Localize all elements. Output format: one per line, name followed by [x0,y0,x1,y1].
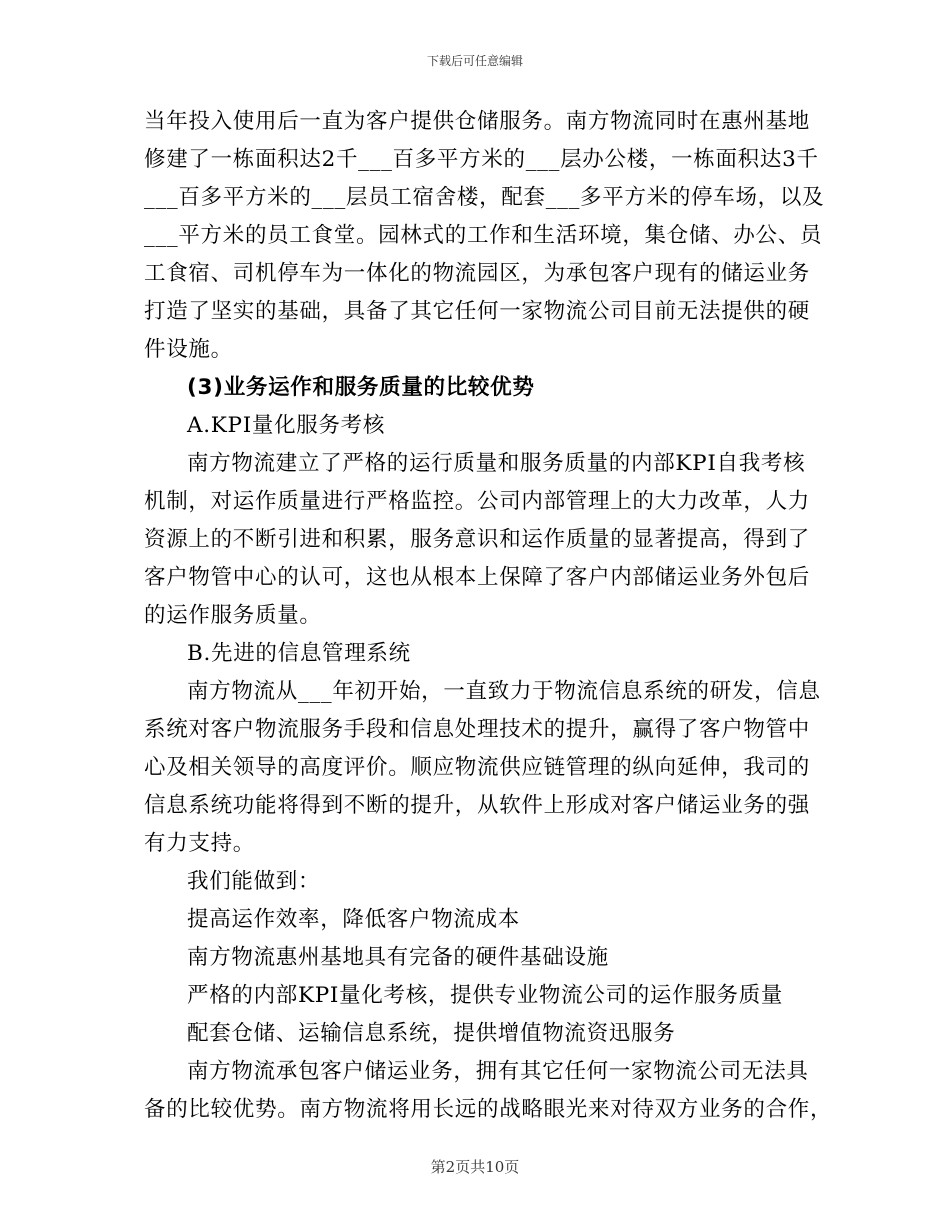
paragraph-line: 南方物流从___年初开始，一直致力于物流信息系统的研发，信息 [187,679,821,704]
paragraph-line: 备的比较优势。南方物流将用长远的战略眼光来对待双方业务的合作， [144,1097,833,1122]
paragraph-line: 心及相关领导的高度评价。顺应物流供应链管理的纵向延伸，我司的 [144,755,811,780]
paragraph-line: 客户物管中心的认可，这也从根本上保障了客户内部储运业务外包后 [144,565,811,590]
paragraph-line: 的运作服务质量。 [144,603,322,628]
list-item: 南方物流惠州基地具有完备的硬件基础设施 [187,945,609,970]
paragraph-line: 有力支持。 [144,831,256,856]
paragraph-line: 南方物流建立了严格的运行质量和服务质量的内部KPI自我考核 [187,451,806,476]
list-intro: 我们能做到： [187,869,321,894]
paragraph-line: 件设施。 [144,337,233,362]
paragraph-line: 南方物流承包客户储运业务，拥有其它任何一家物流公司无法具 [187,1059,809,1084]
subsection-heading: A.KPI量化服务考核 [187,413,386,438]
section-heading: (3)业务运作和服务质量的比较优势 [187,375,535,400]
paragraph-line: ___百多平方米的___层员工宿舍楼，配套___多平方米的停车场，以及 [144,185,825,210]
paragraph-line: 修建了一栋面积达2千___百多平方米的___层办公楼，一栋面积达3千 [144,147,819,172]
paragraph-line: 打造了坚实的基础，具备了其它任何一家物流公司目前无法提供的硬 [144,299,811,324]
paragraph-line: 信息系统功能将得到不断的提升，从软件上形成对客户储运业务的强 [144,793,811,818]
subsection-heading: B.先进的信息管理系统 [187,641,411,666]
page-header: 下载后可任意编辑 [426,54,523,68]
list-item: 配套仓储、运输信息系统，提供增值物流资迅服务 [187,1021,676,1046]
paragraph-line: 工食宿、司机停车为一体化的物流园区，为承包客户现有的储运业务 [144,261,811,286]
list-item: 严格的内部KPI量化考核，提供专业物流公司的运作服务质量 [187,983,784,1008]
paragraph-line: 机制，对运作质量进行严格监控。公司内部管理上的大力改革，人力 [144,489,811,514]
list-item: 提高运作效率，降低客户物流成本 [187,907,521,932]
paragraph-line: 资源上的不断引进和积累，服务意识和运作质量的显著提高，得到了 [144,527,811,552]
document-body [144,103,833,1129]
page-number: 第2页共10页 [430,1158,520,1176]
paragraph-line: ___平方米的员工食堂。园林式的工作和生活环境，集仓储、办公、员 [144,223,823,248]
paragraph-line: 系统对客户物流服务手段和信息处理技术的提升，赢得了客户物管中 [144,717,811,742]
paragraph-line: 当年投入使用后一直为客户提供仓储服务。南方物流同时在惠州基地 [144,109,811,134]
